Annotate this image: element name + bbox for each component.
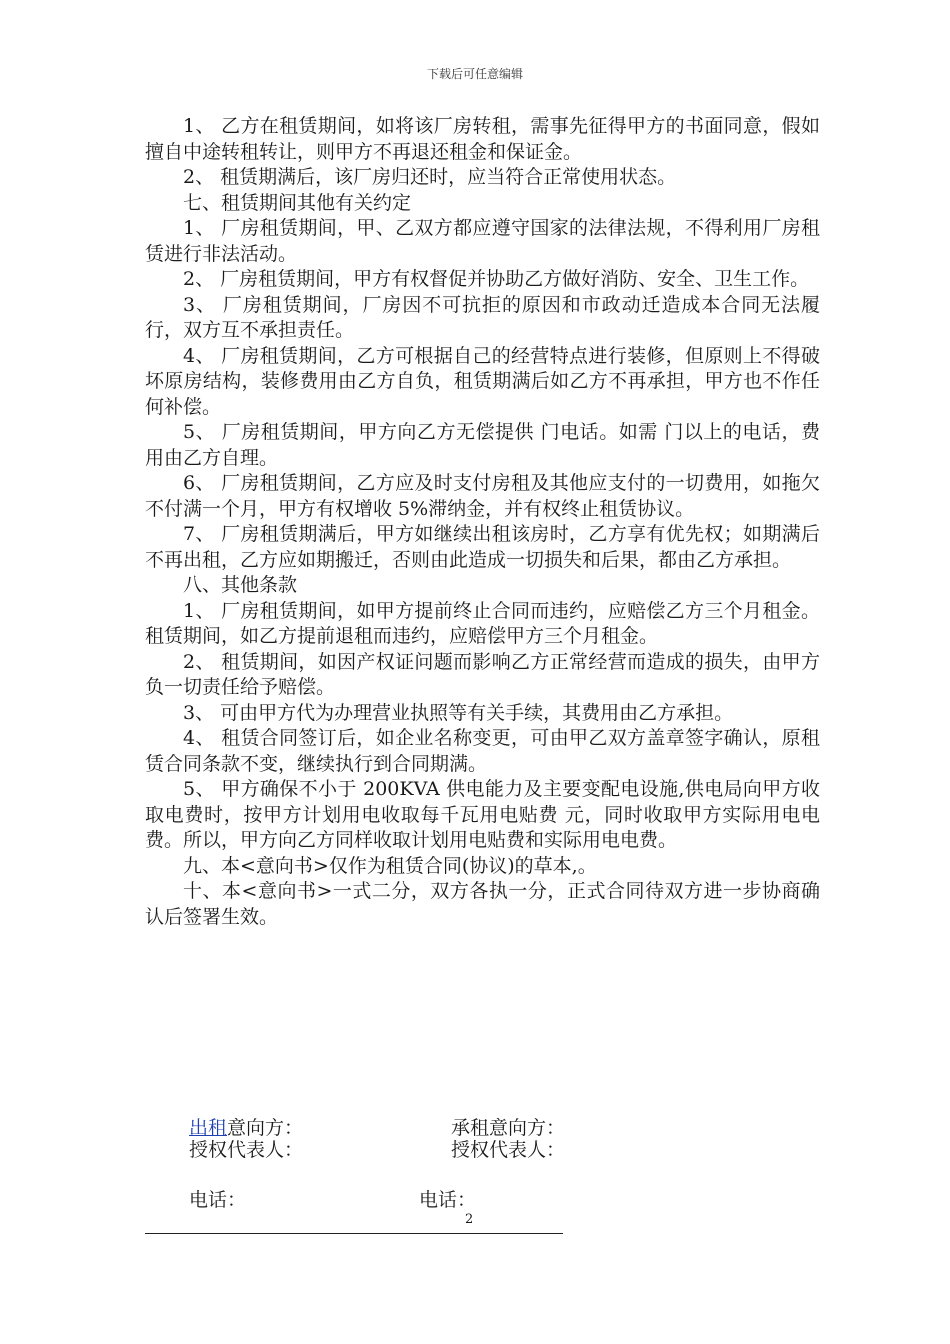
clause-paragraph: 6、 厂房租赁期间，乙方应及时支付房租及其他应支付的一切费用，如拖欠不付满一个月，甲方有权增收 5%滞纳金，并有权终止租赁协议。	[145, 472, 820, 520]
clause-paragraph: 2、 租赁期满后，该厂房归还时，应当符合正常使用状态。	[183, 166, 677, 188]
clause-paragraph: 4、 租赁合同签订后，如企业名称变更，可由甲乙双方盖章签字确认，原租赁合同条款不变，继续执行到合同期满。	[145, 727, 820, 775]
lessor-label-suffix: 意向方：	[227, 1117, 304, 1139]
clause-paragraph: 1、 乙方在租赁期间，如将该厂房转租，需事先征得甲方的书面同意，假如擅自中途转租转让，则甲方不再退还租金和保证金。	[145, 115, 820, 163]
lessee-signature-label: 承租意向方：	[451, 1117, 566, 1139]
lessor-link[interactable]: 出租	[189, 1117, 228, 1139]
lessor-representative-label: 授权代表人：	[189, 1139, 304, 1161]
clause-paragraph: 5、 厂房租赁期间，甲方向乙方无偿提供 门电话。如需 门以上的电话，费用由乙方自理。	[145, 421, 820, 469]
lessee-phone-label: 电话：	[419, 1189, 477, 1211]
lessor-phone-label: 电话：	[189, 1189, 247, 1211]
clause-paragraph: 2、 厂房租赁期间，甲方有权督促并协助乙方做好消防、安全、卫生工作。	[183, 268, 810, 290]
clause-paragraph: 5、 甲方确保不小于 200KVA 供电能力及主要变配电设施,供电局向甲方收取电费时，按甲方计划用电收取每千瓦用电贴费 元，同时收取甲方实际用电电费。所以，甲方向乙方同样收取计划用电贴费和实际用电电费。	[145, 778, 820, 851]
section-heading: 十、本<意向书>一式二分，双方各执一分，正式合同待双方进一步协商确认后签署生效。	[145, 880, 820, 928]
clause-paragraph: 3、 可由甲方代为办理营业执照等有关手续，其费用由乙方承担。	[183, 701, 734, 724]
page-header: 下载后可任意编辑	[426, 67, 523, 81]
footer-rule	[145, 1233, 563, 1234]
section-heading: 八、其他条款	[183, 574, 298, 596]
clause-paragraph: 1、 厂房租赁期间，甲、乙双方都应遵守国家的法律法规，不得利用厂房租赁进行非法活动。	[145, 217, 820, 265]
lessee-representative-label: 授权代表人：	[451, 1139, 566, 1161]
contract-body	[145, 114, 820, 930]
clause-paragraph: 7、 厂房租赁期满后，甲方如继续出租该房时，乙方享有优先权；如期满后不再出租，乙方应如期搬迁，否则由此造成一切损失和后果，都由乙方承担。	[145, 523, 820, 571]
clause-paragraph: 3、 厂房租赁期间，厂房因不可抗拒的原因和市政动迁造成本合同无法履行，双方互不承担责任。	[145, 293, 820, 341]
section-heading: 七、租赁期间其他有关约定	[183, 191, 412, 214]
page-number: 2	[465, 1212, 474, 1227]
section-heading: 九、本<意向书>仅作为租赁合同(协议)的草本,。	[183, 854, 597, 877]
clause-paragraph: 2、 租赁期间，如因产权证问题而影响乙方正常经营而造成的损失，由甲方负一切责任给予赔偿。	[145, 650, 820, 698]
clause-paragraph: 4、 厂房租赁期间，乙方可根据自己的经营特点进行装修，但原则上不得破坏原房结构，装修费用由乙方自负，租赁期满后如乙方不再承担，甲方也不作任何补偿。	[145, 344, 820, 418]
clause-paragraph: 1、 厂房租赁期间，如甲方提前终止合同而违约，应赔偿乙方三个月租金。租赁期间，如乙方提前退租而违约，应赔偿甲方三个月租金。	[145, 599, 820, 647]
lessor-signature-label	[189, 1116, 303, 1140]
